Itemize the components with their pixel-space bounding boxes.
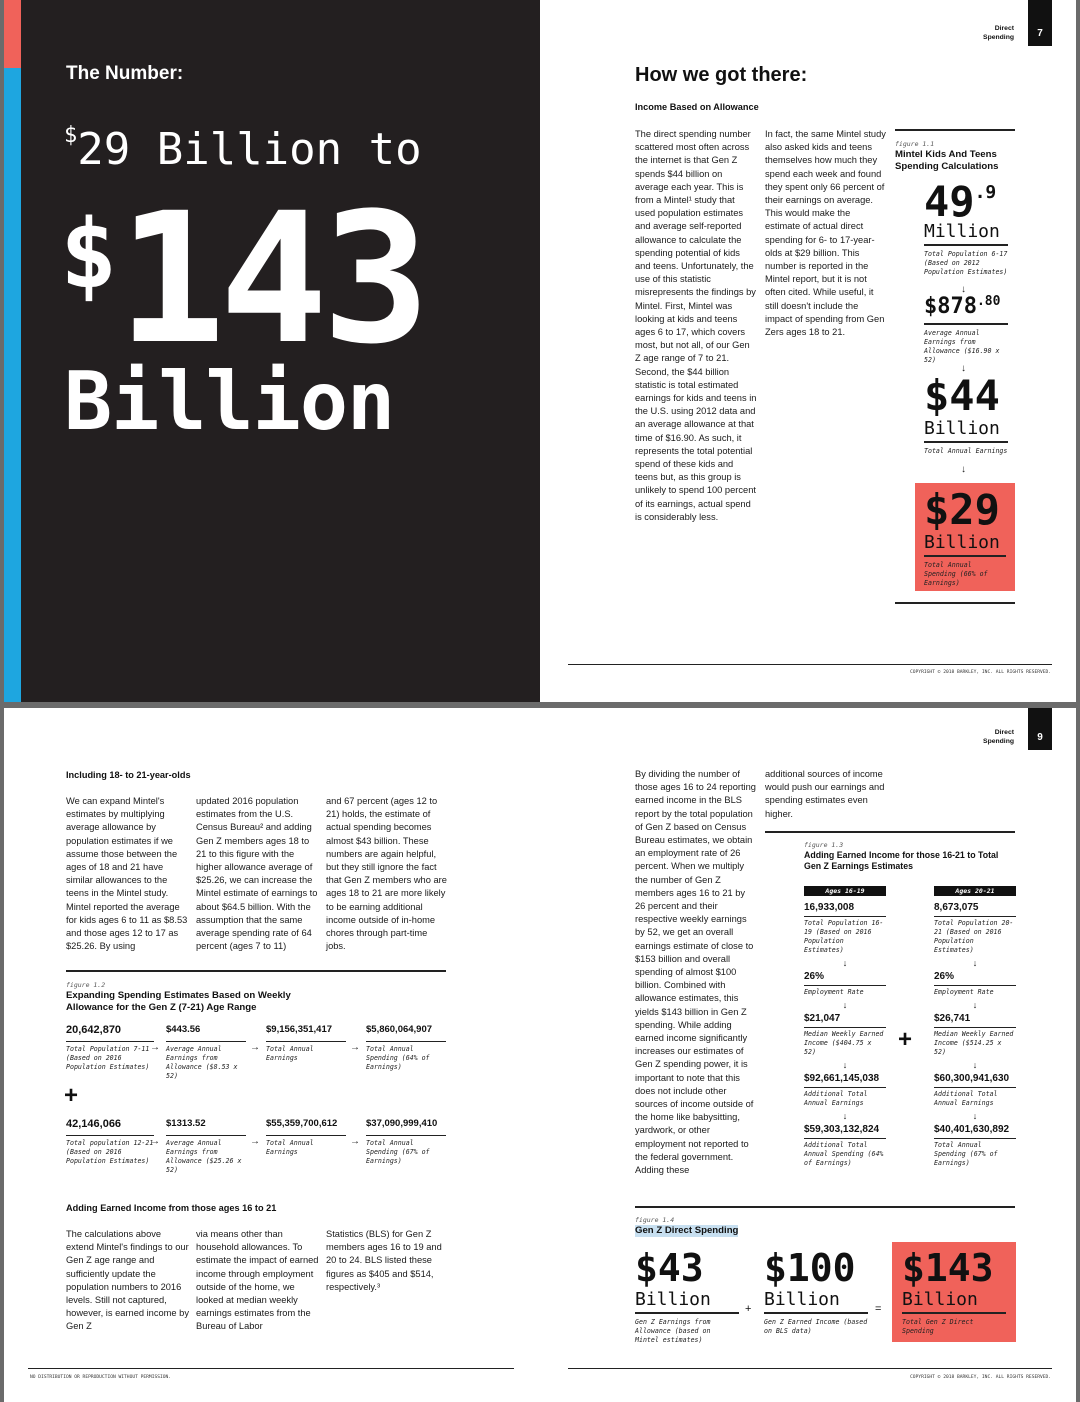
- page-8: [4, 708, 540, 1402]
- section-tag-line1: Direct: [994, 25, 1014, 32]
- colA-employment-value: 26%: [804, 971, 825, 982]
- stat-population: [924, 177, 1012, 277]
- arrow-right-icon: →: [150, 1042, 160, 1053]
- copyright: COPYRIGHT © 2018 BARKLEY, INC. ALL RIGHTS RESERVED.: [910, 670, 1052, 675]
- summary-total-caption: Total Gen Z Direct Spending: [902, 1318, 974, 1335]
- body-column-1: By dividing the number of those ages 16 to 24 reporting earned income in the BLS report by the total population of Gen Z based on Census Bureau estimates, we obtain an employment rate of 26 percent. When we multiply the number of Gen Z members ages 16 to 21 by 26 percent and their respective weekly earnings by 52, we get an overall earnings estimate of close to $153 billion and overall spending of almost $100 billion. Combined with allowance estimates, this yields $143 billion in Gen Z spending. While adding earned income significantly increases our estimates of Gen Z spending power, it is important to note that this does not include other sources of income outside of the home like babysitting, yardwork, or other employment not reported to the federal government. Adding these: [635, 769, 756, 1176]
- body-column-1: The direct spending number scattered most often across the internet is that Gen Z spends $44 billion on average each year. This is from a Mintel¹ study that used population estimates and average self-reported allowance to calculate the spending potential of kids and teens. Unfortunately, the use of this statistic misrepresents the findings by Mintel. First, Mintel was looking at kids and teens ages 6 to 17, which covers most, but not all, of our Gen Z age range of 7 to 21. Second, the $44 billion statistic is total estimated earnings for kids and teens in the U.S. using 2012 data and an average allowance at that time of $16.90. As such, it represents the total potential spend of these kids and teens but, as this group is unlikely to spend 100 percent of its earnings, actual spend is considerably less.: [635, 129, 757, 522]
- row2-spending-value: $37,090,999,410: [366, 1118, 438, 1129]
- figure-label: figure 1.3: [804, 841, 844, 849]
- footer-rule: [28, 1368, 514, 1369]
- equals-icon: =: [875, 1303, 882, 1315]
- arrow-down-icon: ↓: [972, 958, 978, 968]
- arrow-right-icon: →: [250, 1042, 260, 1053]
- body-column-3: and 67 percent (ages 12 to 21) holds, the estimate of actual spending becomes almost $43 billion. These numbers are again helpful, but they still ignore the fact that Gen Z members who are ages 18 to 21 are more likely to be earning additional income outside of in-home chores through part-time jobs.: [326, 796, 447, 952]
- colA-annual-earnings-value: $92,661,145,038: [804, 1073, 880, 1084]
- cover-line1-dollar: $: [64, 123, 78, 148]
- spread-pages-8-9: [0, 708, 1080, 1402]
- footer-rule: [568, 664, 1052, 665]
- summary-total-main: $143: [902, 1246, 994, 1290]
- stat-spending-main: $29: [924, 485, 1000, 534]
- colB-annual-earnings-caption: Additional Total Annual Earnings: [934, 1090, 998, 1107]
- row2-earnings: [266, 1118, 346, 1157]
- stat-spending-caption: Total Annual Spending (66% of Earnings): [924, 561, 988, 587]
- colA-annual-spending-value: $59,303,132,824: [804, 1124, 880, 1135]
- cover-big-dollar: $: [60, 200, 118, 310]
- figure-row-1: [66, 1024, 456, 1084]
- summary-earned: [764, 1246, 872, 1336]
- summary-allowance-main: $43: [635, 1246, 704, 1290]
- row2-earnings-caption: Total Annual Earnings: [266, 1139, 314, 1156]
- subhead-2: Adding Earned Income from those ages 16 to 21: [66, 1203, 277, 1213]
- figure-bottom-rule: [895, 602, 1015, 604]
- colA-population-caption: Total Population 16-19 (Based on 2016 Population Estimates): [804, 919, 884, 954]
- arrow-down-icon: ↓: [842, 1111, 848, 1121]
- stat-spending-unit: Billion: [924, 532, 1000, 553]
- row1-earnings-value: $9,156,351,417: [266, 1024, 333, 1035]
- colA-population-value: 16,933,008: [804, 902, 855, 913]
- section-tag-line1: Direct: [994, 729, 1014, 736]
- section-tag: [950, 24, 1014, 42]
- figure-top-rule: [66, 970, 446, 972]
- col-header: Ages 16-19: [804, 886, 886, 896]
- colB-weekly-income-caption: Median Weekly Earned Income ($514.25 x 52): [934, 1030, 1014, 1056]
- stat-earnings-unit: Billion: [924, 418, 1000, 439]
- plus-icon: +: [64, 1082, 79, 1109]
- plus-icon: +: [898, 1026, 913, 1053]
- summary-allowance-caption: Gen Z Earnings from Allowance (based on Mintel estimates): [635, 1318, 711, 1344]
- colA-employment-caption: Employment Rate: [804, 988, 864, 996]
- row2-population: [66, 1118, 154, 1166]
- row1-allowance: [166, 1024, 246, 1081]
- summary-allowance: [635, 1246, 743, 1345]
- arrow-down-icon: ↓: [972, 1060, 978, 1070]
- arrow-right-icon: →: [250, 1136, 260, 1147]
- arrow-down-icon: ↓: [842, 1060, 848, 1070]
- row2-allowance: [166, 1118, 246, 1175]
- row2-population-value: 42,146,066: [66, 1118, 122, 1130]
- arrow-right-icon: →: [350, 1042, 360, 1053]
- figure-title: Adding Earned Income for those 16-21 to Total Gen Z Earnings Estimates: [804, 850, 999, 871]
- colB-employment-value: 26%: [934, 971, 955, 982]
- page-number: 7: [1028, 0, 1052, 46]
- figure-1-1: [895, 129, 1015, 603]
- body-column-5: via means other than household allowances. To estimate the impact of earned income through employment outside of the home, we looked at median weekly earnings estimates from the Bureau of Labor: [196, 1229, 319, 1332]
- arrow-down-icon: ↓: [842, 1000, 848, 1010]
- row2-allowance-value: $1313.52: [166, 1118, 206, 1129]
- summary-earned-main: $100: [764, 1246, 856, 1290]
- arrow-down-icon: ↓: [961, 284, 966, 295]
- footer-rule: [568, 1368, 1052, 1369]
- colA-annual-earnings-caption: Additional Total Annual Earnings: [804, 1090, 868, 1107]
- row2-spending: [366, 1118, 448, 1166]
- figure-label: figure 1.1: [895, 140, 935, 148]
- stat-earnings: [924, 373, 1012, 456]
- body-column-6: Statistics (BLS) for Gen Z members ages 16 to 19 and 20 to 24. BLS listed these figures as $405 and $514, respectively.³: [326, 1229, 442, 1292]
- cover-big-digits: 143: [117, 175, 425, 384]
- row1-population-caption: Total Population 7-11 (Based on 2016 Population Estimates): [66, 1045, 150, 1071]
- colA-annual-earnings: [804, 1073, 886, 1108]
- colA-annual-spending: [804, 1124, 886, 1168]
- colA-employment: [804, 971, 886, 997]
- row1-population: [66, 1024, 154, 1072]
- page-9: [540, 708, 1076, 1402]
- blue-accent-bar: [4, 68, 21, 702]
- row1-spending: [366, 1024, 448, 1072]
- figure-col-ages-16-19: [804, 886, 886, 1168]
- footer-note: NO DISTRIBUTION OR REPRODUCTION WITHOUT PERMISSION.: [30, 1375, 172, 1380]
- arrow-right-icon: →: [350, 1136, 360, 1147]
- summary-total-unit: Billion: [902, 1289, 978, 1310]
- colB-employment: [934, 971, 1016, 997]
- row2-earnings-value: $55,359,700,612: [266, 1118, 338, 1129]
- summary-allowance-unit: Billion: [635, 1289, 711, 1310]
- arrow-down-icon: ↓: [961, 363, 966, 374]
- colA-weekly-income-caption: Median Weekly Earned Income ($404.75 x 52): [804, 1030, 884, 1056]
- copyright: COPYRIGHT © 2018 BARKLEY, INC. ALL RIGHTS RESERVED.: [910, 1375, 1052, 1380]
- page-number: 9: [1028, 708, 1052, 750]
- arrow-right-icon: →: [150, 1136, 160, 1147]
- row2-population-caption: Total population 12-21 (Based on 2016 Population Estimates): [66, 1139, 154, 1165]
- colB-annual-earnings-value: $60,300,941,630: [934, 1073, 1010, 1084]
- colB-employment-caption: Employment Rate: [934, 988, 994, 996]
- arrow-down-icon: ↓: [972, 1111, 978, 1121]
- arrow-down-icon: ↓: [972, 1000, 978, 1010]
- summary-earned-caption: Gen Z Earned Income (based on BLS data): [764, 1318, 868, 1335]
- figure-row-2: [66, 1118, 456, 1188]
- stat-allowance-decimal: .80: [976, 294, 1001, 309]
- colA-annual-spending-caption: Additional Total Annual Spending (64% of Earnings): [804, 1141, 884, 1167]
- arrow-down-icon: ↓: [842, 958, 848, 968]
- cover-line3: Billion: [64, 355, 395, 448]
- cover-heading: The Number:: [66, 63, 184, 84]
- colB-population: [934, 902, 1016, 955]
- red-accent-bar: [4, 0, 21, 68]
- colA-weekly-income-value: $21,047: [804, 1013, 841, 1024]
- section-tag-line2: Spending: [983, 34, 1014, 41]
- stat-population-main: 49: [924, 177, 975, 226]
- page-7: [540, 0, 1076, 702]
- page-title: How we got there:: [635, 64, 808, 86]
- plus-icon: +: [745, 1303, 752, 1315]
- stat-allowance: [924, 294, 1012, 365]
- cover-panel: [4, 0, 540, 702]
- colA-population: [804, 902, 886, 955]
- row1-allowance-caption: Average Annual Earnings from Allowance ($8.53 x 52): [166, 1045, 238, 1080]
- stat-allowance-caption: Average Annual Earnings from Allowance ($16.90 x 52): [924, 329, 1000, 364]
- stat-allowance-main: $878: [924, 294, 977, 319]
- subhead: Income Based on Allowance: [635, 102, 759, 112]
- row2-spending-caption: Total Annual Spending (67% of Earnings): [366, 1139, 430, 1165]
- stat-spending-highlight: [915, 483, 1015, 591]
- subhead: Including 18- to 21-year-olds: [66, 770, 191, 780]
- colB-annual-spending-value: $40,401,630,892: [934, 1124, 1010, 1135]
- colB-population-caption: Total Population 20-21 (Based on 2016 Population Estimates): [934, 919, 1014, 954]
- colB-annual-spending-caption: Total Annual Spending (67% of Earnings): [934, 1141, 998, 1167]
- figure-top-rule: [765, 831, 1015, 833]
- stat-population-caption: Total Population 6-17 (Based on 2012 Population Estimates): [924, 250, 1008, 276]
- summary-earned-unit: Billion: [764, 1289, 840, 1310]
- stat-population-decimal: .9: [974, 182, 997, 203]
- col-header: Ages 20-21: [934, 886, 1016, 896]
- colB-annual-spending: [934, 1124, 1016, 1168]
- colA-weekly-income: [804, 1013, 886, 1057]
- colB-annual-earnings: [934, 1073, 1016, 1108]
- cover-line1-text: 29 Billion to: [77, 124, 422, 175]
- body-column-2: additional sources of income would push our earnings and spending estimates even higher.: [765, 769, 885, 819]
- figure-label: figure 1.2: [66, 981, 106, 989]
- row1-population-value: 20,642,870: [66, 1024, 122, 1036]
- colB-weekly-income-value: $26,741: [934, 1013, 971, 1024]
- arrow-down-icon: ↓: [961, 464, 966, 475]
- stat-population-unit: Million: [924, 221, 1000, 242]
- figure-col-ages-20-21: [934, 886, 1016, 1168]
- body-column-2: updated 2016 population estimates from the U.S. Census Bureau² and adding Gen Z members ages 18 to 21 to this figure with the higher allowance average of $25.26, we can increase the Mintel estimate of earnings to about $64.5 billion. With the assumption that the same average spending rate of 64 percent (ages 7 to 11): [196, 796, 318, 952]
- row1-earnings: [266, 1024, 346, 1063]
- colB-population-value: 8,673,075: [934, 902, 979, 913]
- figure-title: Mintel Kids And Teens Spending Calculations: [895, 149, 999, 172]
- figure-1-4-title: Gen Z Direct Spending: [635, 1225, 739, 1236]
- row1-spending-caption: Total Annual Spending (64% of Earnings): [366, 1045, 430, 1071]
- summary-total-highlight: [892, 1242, 1016, 1342]
- figure-1-4-label: figure 1.4: [635, 1216, 675, 1224]
- stat-earnings-main: $44: [924, 371, 1000, 420]
- figure-1-4-top-rule: [635, 1206, 1015, 1208]
- figure-top-rule: [895, 129, 1015, 131]
- row2-allowance-caption: Average Annual Earnings from Allowance ($25.26 x 52): [166, 1139, 242, 1174]
- stat-earnings-caption: Total Annual Earnings: [924, 447, 1008, 455]
- colB-weekly-income: [934, 1013, 1016, 1057]
- figure-title: Expanding Spending Estimates Based on Weekly Allowance for the Gen Z (7-21) Age Range: [66, 990, 291, 1013]
- row1-earnings-caption: Total Annual Earnings: [266, 1045, 314, 1062]
- body-column-1: We can expand Mintel's estimates by multiplying average allowance by population estimates if we assume those between the ages of 18 and 21 have similar allowances to the teens in the Mintel study. Mintel reported the average for kids ages 6 to 11 as $8.53 and those ages 12 to 17 as $25.26. By using: [66, 796, 188, 952]
- row1-spending-value: $5,860,064,907: [366, 1024, 433, 1035]
- section-tag-line2: Spending: [983, 738, 1014, 745]
- section-tag: [950, 728, 1014, 746]
- row1-allowance-value: $443.56: [166, 1024, 201, 1035]
- body-column-4: The calculations above extend Mintel's findings to our Gen Z age range and sufficiently update the population numbers to 2016 levels. Still not captured, however, is earned income by Gen Z: [66, 1229, 189, 1332]
- body-column-2: In fact, the same Mintel study also asked kids and teens themselves how much they spend each week and found they spent only 66 percent of their earnings on average. This would make the estimate of actual direct spending for 6- to 17-year-olds at $29 billion. This number is reported in the Mintel report, but it is not often cited. While useful, it still doesn't include the impact of spending from Gen Zers ages 18 to 21.: [765, 129, 886, 338]
